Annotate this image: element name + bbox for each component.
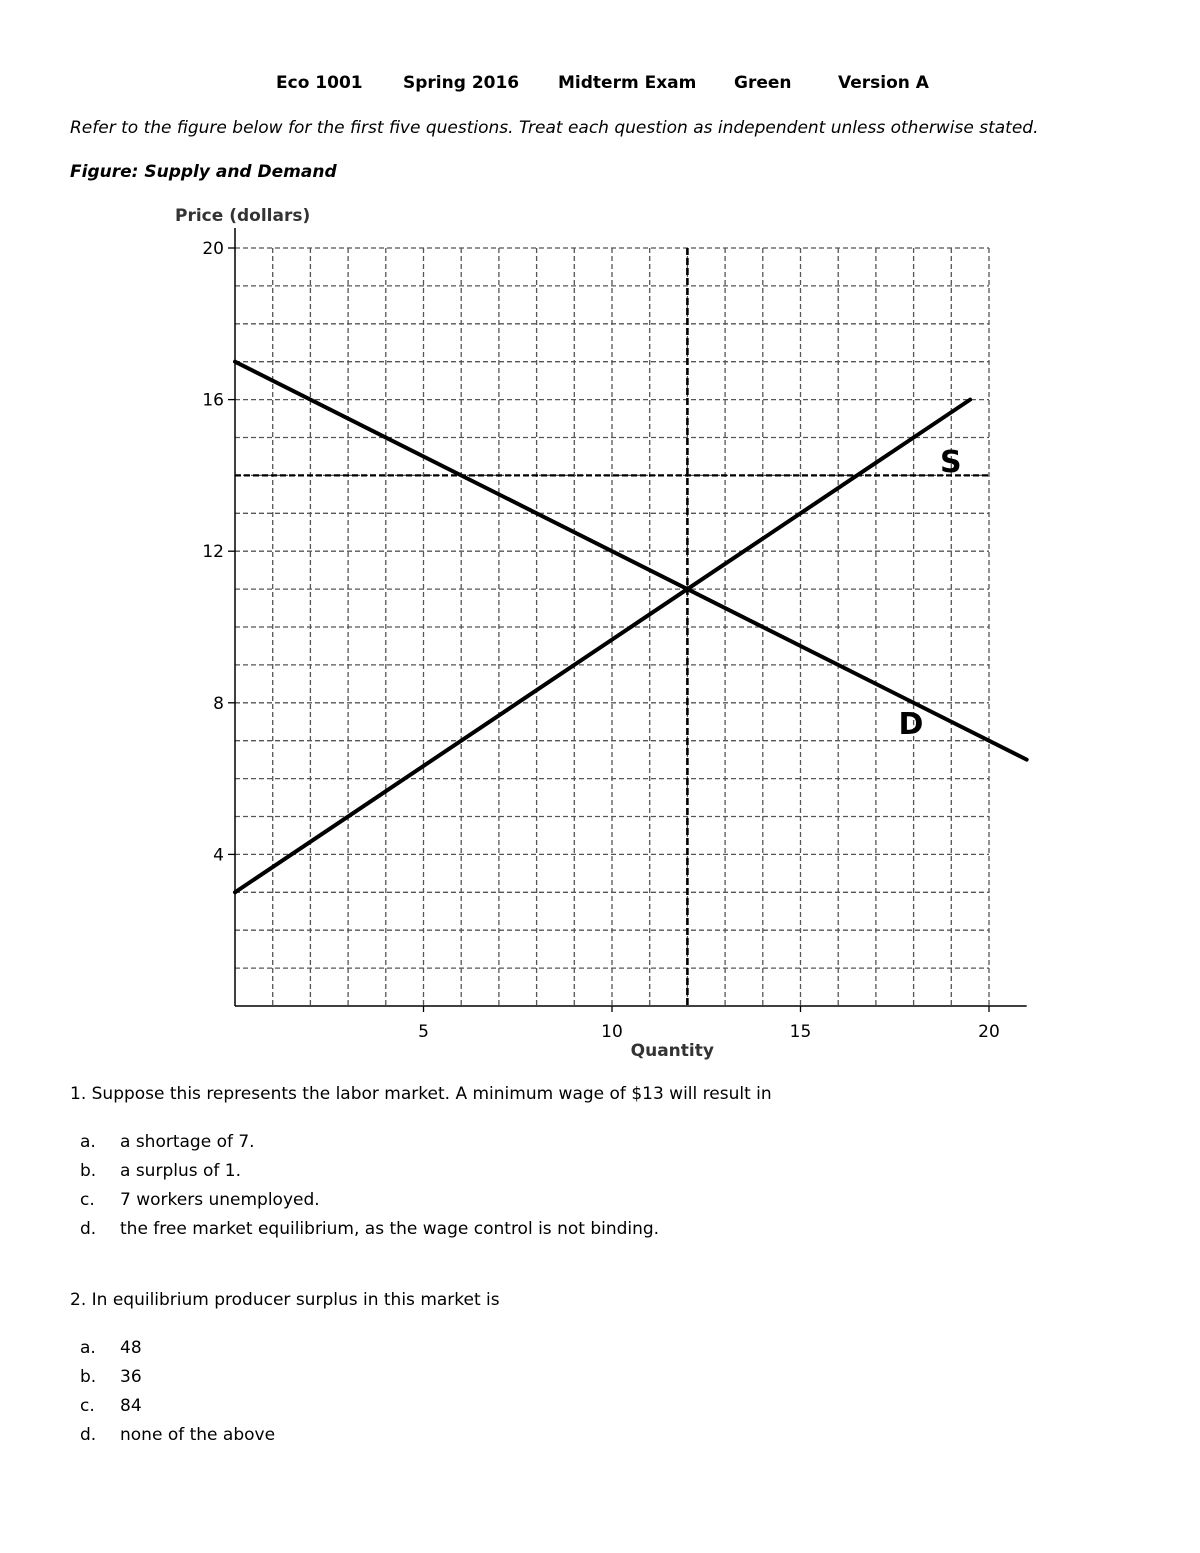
- option-text: none of the above: [120, 1425, 276, 1445]
- x-tick-label: 5: [418, 1022, 429, 1042]
- chart-labels: [899, 445, 962, 742]
- option-letter: d.: [80, 1425, 97, 1445]
- y-axis-label: Price (dollars): [175, 206, 311, 226]
- question-2-stem: 2. In equilibrium producer surplus in this market is: [70, 1290, 500, 1310]
- y-tick-label: 4: [213, 845, 224, 866]
- exam-name: Midterm Exam: [558, 73, 697, 93]
- x-axis-label: Quantity: [630, 1041, 714, 1061]
- option-text: 36: [120, 1367, 142, 1387]
- x-tick-label: 15: [789, 1022, 812, 1042]
- chart-grid: [235, 248, 989, 1006]
- exam-header: [0, 73, 1200, 97]
- option-text: 48: [120, 1338, 142, 1358]
- option-letter: a.: [80, 1338, 96, 1358]
- supply-demand-chart: [0, 195, 1200, 1065]
- question-1-stem: 1. Suppose this represents the labor market. A minimum wage of $13 will result in: [70, 1084, 772, 1104]
- option-text: 7 workers unemployed.: [120, 1190, 320, 1210]
- y-tick-label: 16: [202, 390, 224, 411]
- option-letter: c.: [80, 1190, 95, 1210]
- option-letter: c.: [80, 1396, 95, 1416]
- demand-curve: [235, 362, 1027, 760]
- option-letter: b.: [80, 1161, 97, 1181]
- option-text: a shortage of 7.: [120, 1132, 255, 1152]
- chart-axes: [175, 206, 1027, 1061]
- exam-version: Version A: [838, 73, 929, 93]
- demand-label: D: [898, 706, 924, 742]
- option-letter: a.: [80, 1132, 96, 1152]
- y-tick-label: 8: [213, 693, 224, 714]
- exam-color: Green: [734, 73, 792, 93]
- exam-term: Spring 2016: [403, 73, 520, 93]
- figure-title: Figure: Supply and Demand: [70, 162, 337, 182]
- x-tick-label: 10: [601, 1022, 623, 1042]
- option-text: the free market equilibrium, as the wage control is not binding.: [120, 1219, 660, 1239]
- option-letter: d.: [80, 1219, 97, 1239]
- option-text: a surplus of 1.: [120, 1161, 242, 1181]
- figure-intro: Refer to the figure below for the first five questions. Treat each question as independent unless otherwise stated.: [70, 118, 1039, 138]
- y-tick-label: 20: [202, 239, 224, 259]
- option-text: 84: [120, 1396, 142, 1416]
- supply-curve: [235, 400, 970, 893]
- course-code: Eco 1001: [276, 73, 363, 93]
- y-tick-label: 12: [202, 542, 224, 563]
- supply-label: S: [939, 445, 962, 481]
- x-tick-label: 20: [978, 1022, 1000, 1042]
- option-letter: b.: [80, 1367, 97, 1387]
